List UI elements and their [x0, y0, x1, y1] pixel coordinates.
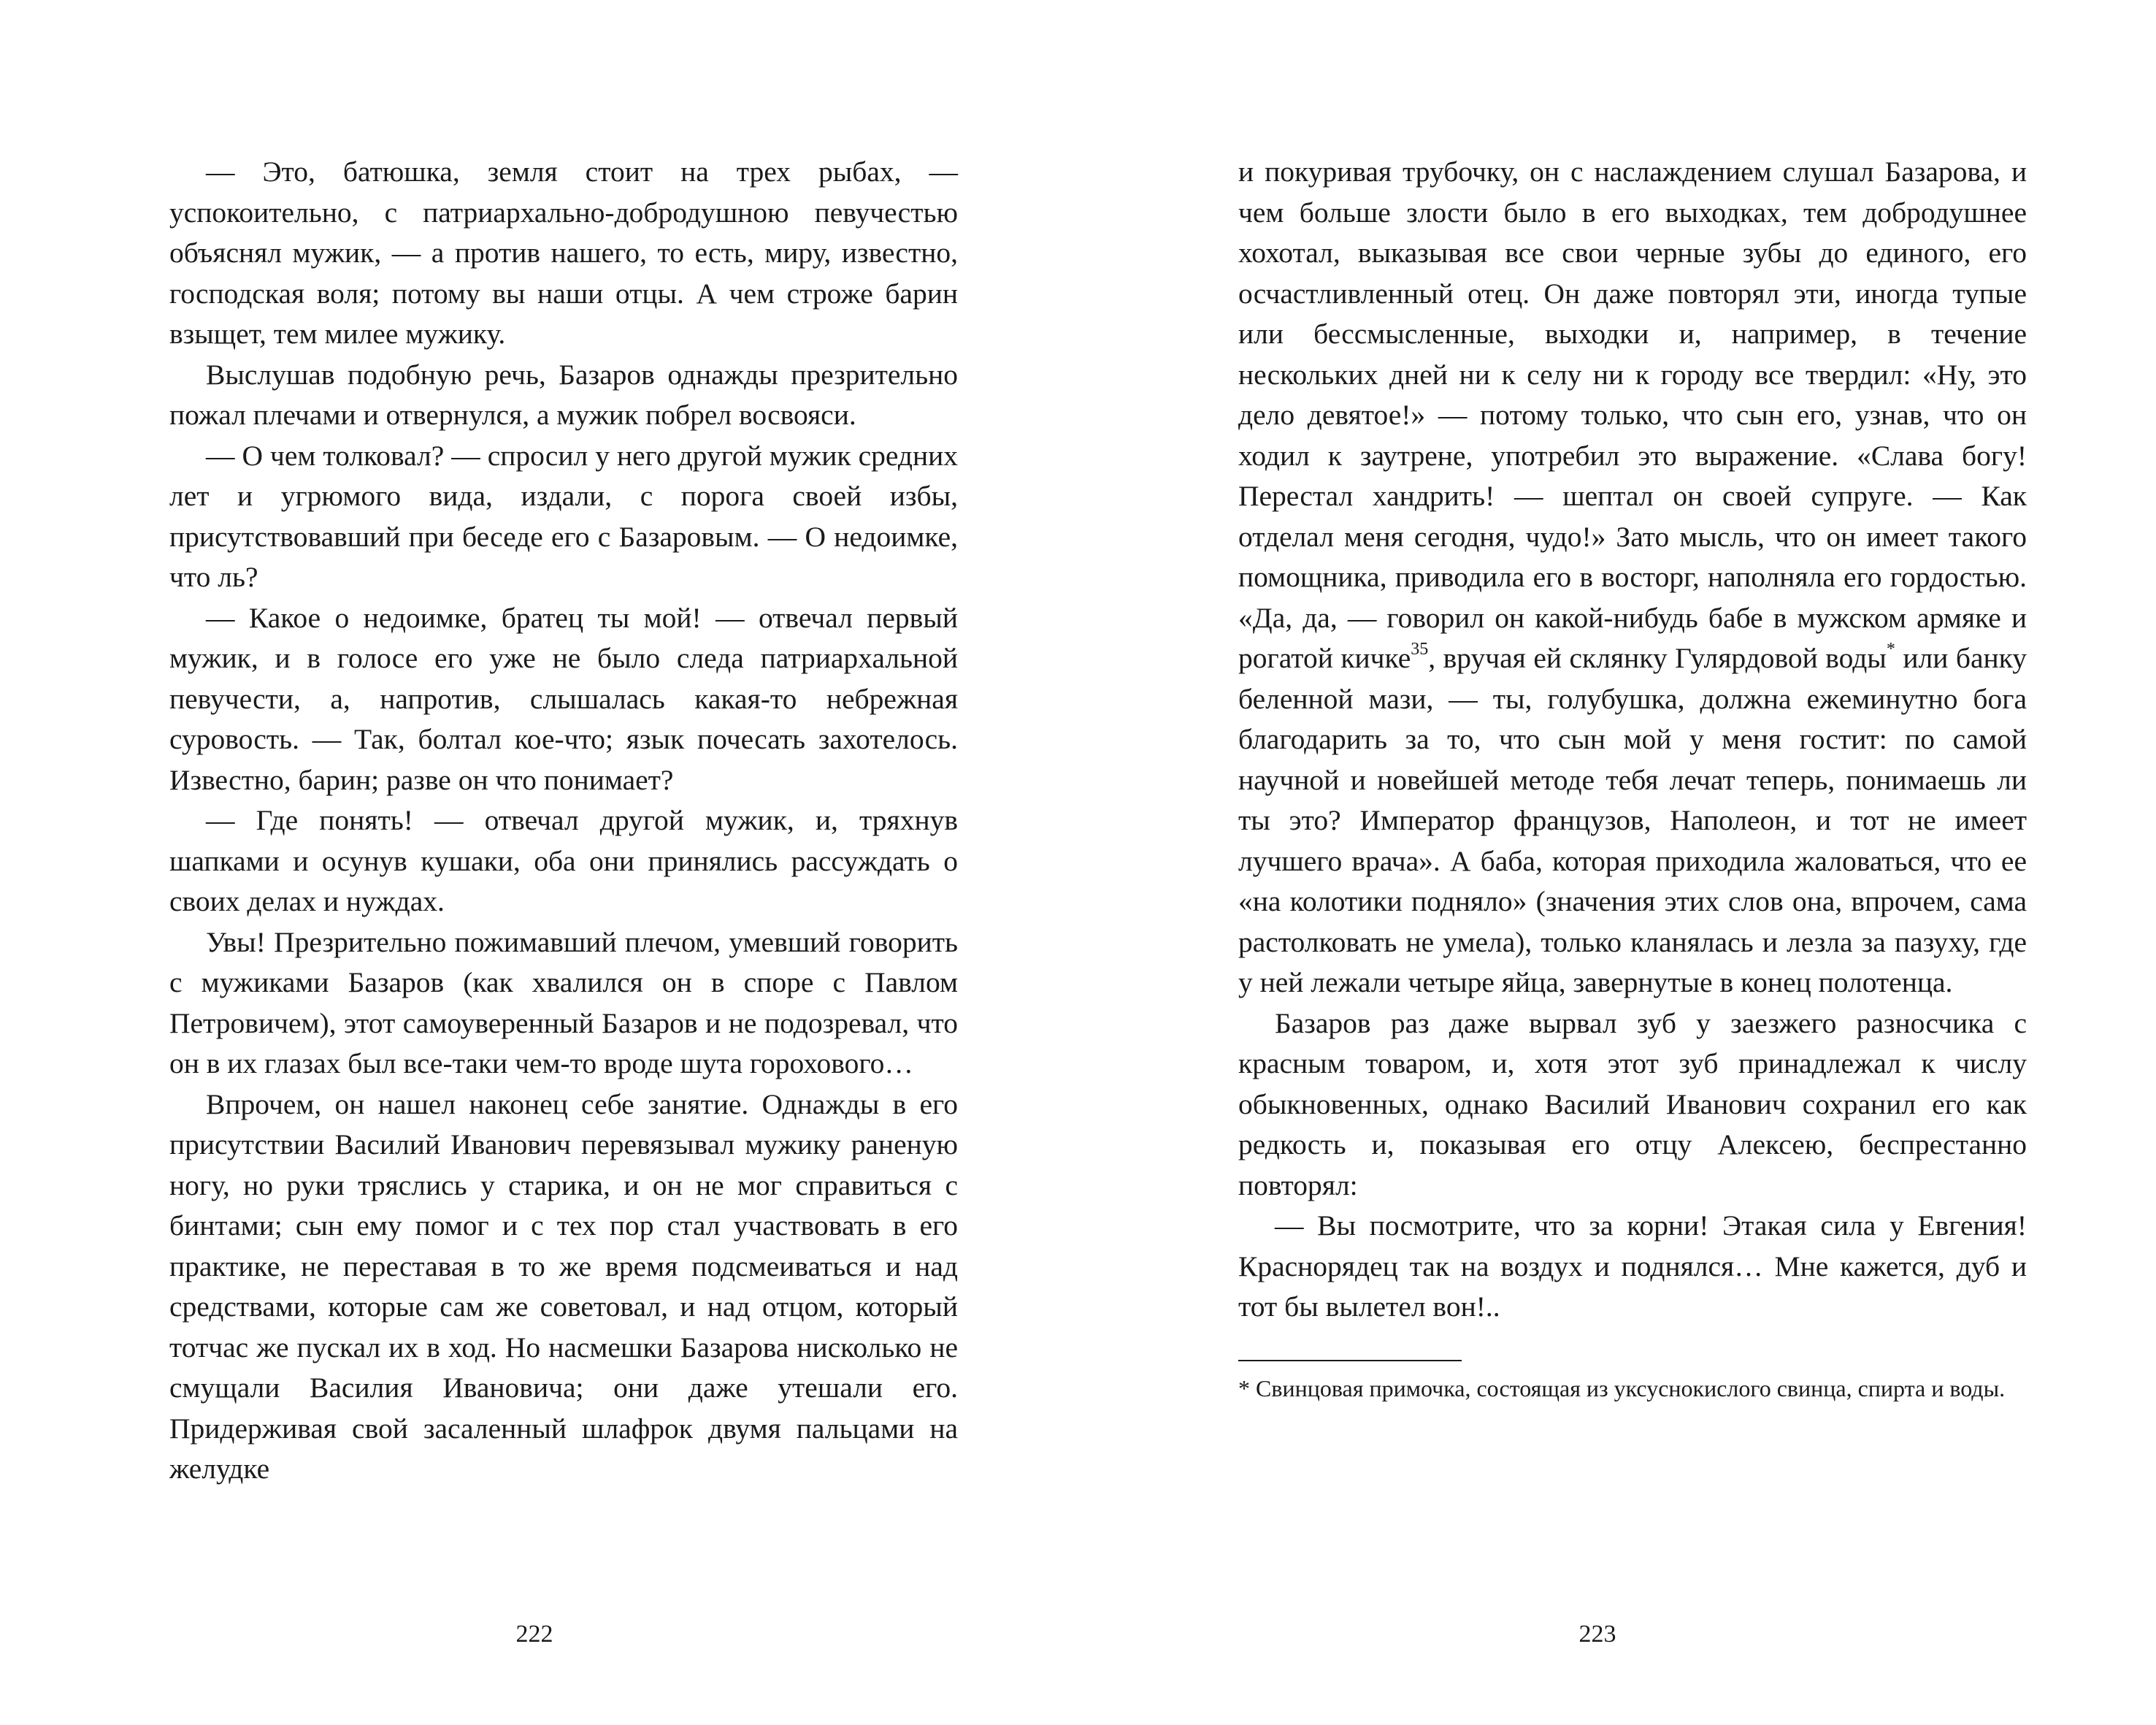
- right-paragraph-1-part-a: и покуривая трубочку, он с наслаждением слушал Базарова, и чем больше злости было в его выходках, тем добродушнее хохотал, выказывая все свои черные зубы до единого, его осчастливленный отец. Он даже повторял эти, иногда тупые или бессмысленные, выходки и, например, в течение нескольких дней ни к селу ни к городу все твердил: «Ну, это дело девятое!» — потому только, что сын его, узнав, что он ходил к заутрене, употребил это выражение. «Слава богу! Перестал хандрить! — шептал он своей супруге. — Как отделал меня сегодня, чудо!» Зато мысль, что он имеет такого помощника, приводила его в восторг, наполняла его гордостью. «Да, да, — говорил он какой-нибудь бабе в мужском армяке и рогатой кичке: [1238, 156, 2027, 674]
- left-paragraph-1: — Это, батюшка, земля стоит на трех рыбах, — успокоительно, с патриархально-добродушною певучестью объяснял мужик, — а против нашего, то есть, миру, известно, господская воля; потому вы наши отцы. А чем строже барин взыщет, тем милее мужику.: [169, 156, 958, 350]
- left-paragraph-2: Выслушав подобную речь, Базаров однажды презрительно пожал плечами и отвернулся, а мужик побрел восвояси.: [169, 358, 958, 431]
- left-paragraph-3: — О чем толковал? — спросил у него другой мужик средних лет и угрюмого вида, издали, с порога своей избы, присутствовавший при беседе его с Базаровым. — О недоимке, что ль?: [169, 439, 958, 593]
- right-paragraph-3: — Вы посмотрите, что за корни! Этакая сила у Евгения! Краснорядец так на воздух и поднялся… Мне кажется, дуб и тот бы вылетел вон!..: [1238, 1209, 2027, 1323]
- page-number-left: 222: [515, 1621, 553, 1648]
- page-number-right: 223: [1578, 1621, 1616, 1648]
- footnote-divider: [1238, 1360, 1462, 1361]
- right-paragraph-1: [1238, 152, 2027, 1003]
- endnote-marker-35: 35: [1411, 639, 1429, 659]
- left-text-column: [169, 152, 958, 1490]
- right-paragraph-1-part-c: или банку беленной мази, — ты, голубушка, должна ежеминутно бога благодарить за то, что сын мой у меня гостит: по самой научной и новейшей методе тебя лечат теперь, понимаешь ли ты это? Император французов, Наполеон, и тот не имеет лучшего врача». А баба, которая приходила жаловаться, что ее «на колотики подняло» (значения этих слов она, впрочем, сама растолковать не умела), только кланялась и лезла за пазуху, где у ней лежали четыре яйца, завернутые в конец полотенца.: [1238, 642, 2027, 998]
- footnote-text: * Свинцовая примочка, состоящая из уксуснокислого свинца, спирта и воды.: [1238, 1374, 2006, 1401]
- left-paragraph-5: — Где понять! — отвечал другой мужик, и, тряхнув шапками и осунув кушаки, оба они принялись рассуждать о своих делах и нуждах.: [169, 804, 958, 917]
- left-paragraph-6: Увы! Презрительно пожимавший плечом, умевший говорить с мужиками Базаров (как хвалился он в споре с Павлом Петровичем), этот самоуверенный Базаров и не подозревал, что он в их глазах был все-таки чем-то вроде шута горохового…: [169, 925, 958, 1079]
- left-paragraph-4: — Какое о недоимке, братец ты мой! — отвечал первый мужик, и в голосе его уже не было следа патриархальной певучести, а, напротив, слышалась какая-то небрежная суровость. — Так, болтал кое-что; язык почесать захотелось. Известно, барин; разве он что понимает?: [169, 601, 958, 796]
- right-text-column: [1238, 152, 2027, 1407]
- right-paragraph-2: Базаров раз даже вырвал зуб у заезжего разносчика с красным товаром, и, хотя этот зуб принадлежал к числу обыкновенных, однако Василий Иванович сохранил его как редкость и, показывая его отцу Алексею, беспрестанно повторял:: [1238, 1006, 2027, 1201]
- footnote-marker-star: *: [1886, 639, 1895, 659]
- right-paragraph-1-part-b: , вручая ей склянку Гулярдовой воды: [1428, 642, 1887, 674]
- right-page: [1078, 0, 2156, 1725]
- left-paragraph-7: Впрочем, он нашел наконец себе занятие. Однажды в его присутствии Василий Иванович перевязывал мужику раненую ногу, но руки тряслись у старика, и он не мог справиться с бинтами; сын ему помог и с тех пор стал участвовать в его практике, не переставая в то же время подсмеиваться и над средствами, которые сам же советовал, и над отцом, который тотчас же пускал их в ход. Но насмешки Базарова нисколько не смущали Василия Ивановича; они даже утешали его. Придерживая свой засаленный шлафрок двумя пальцами на желудке: [169, 1087, 958, 1485]
